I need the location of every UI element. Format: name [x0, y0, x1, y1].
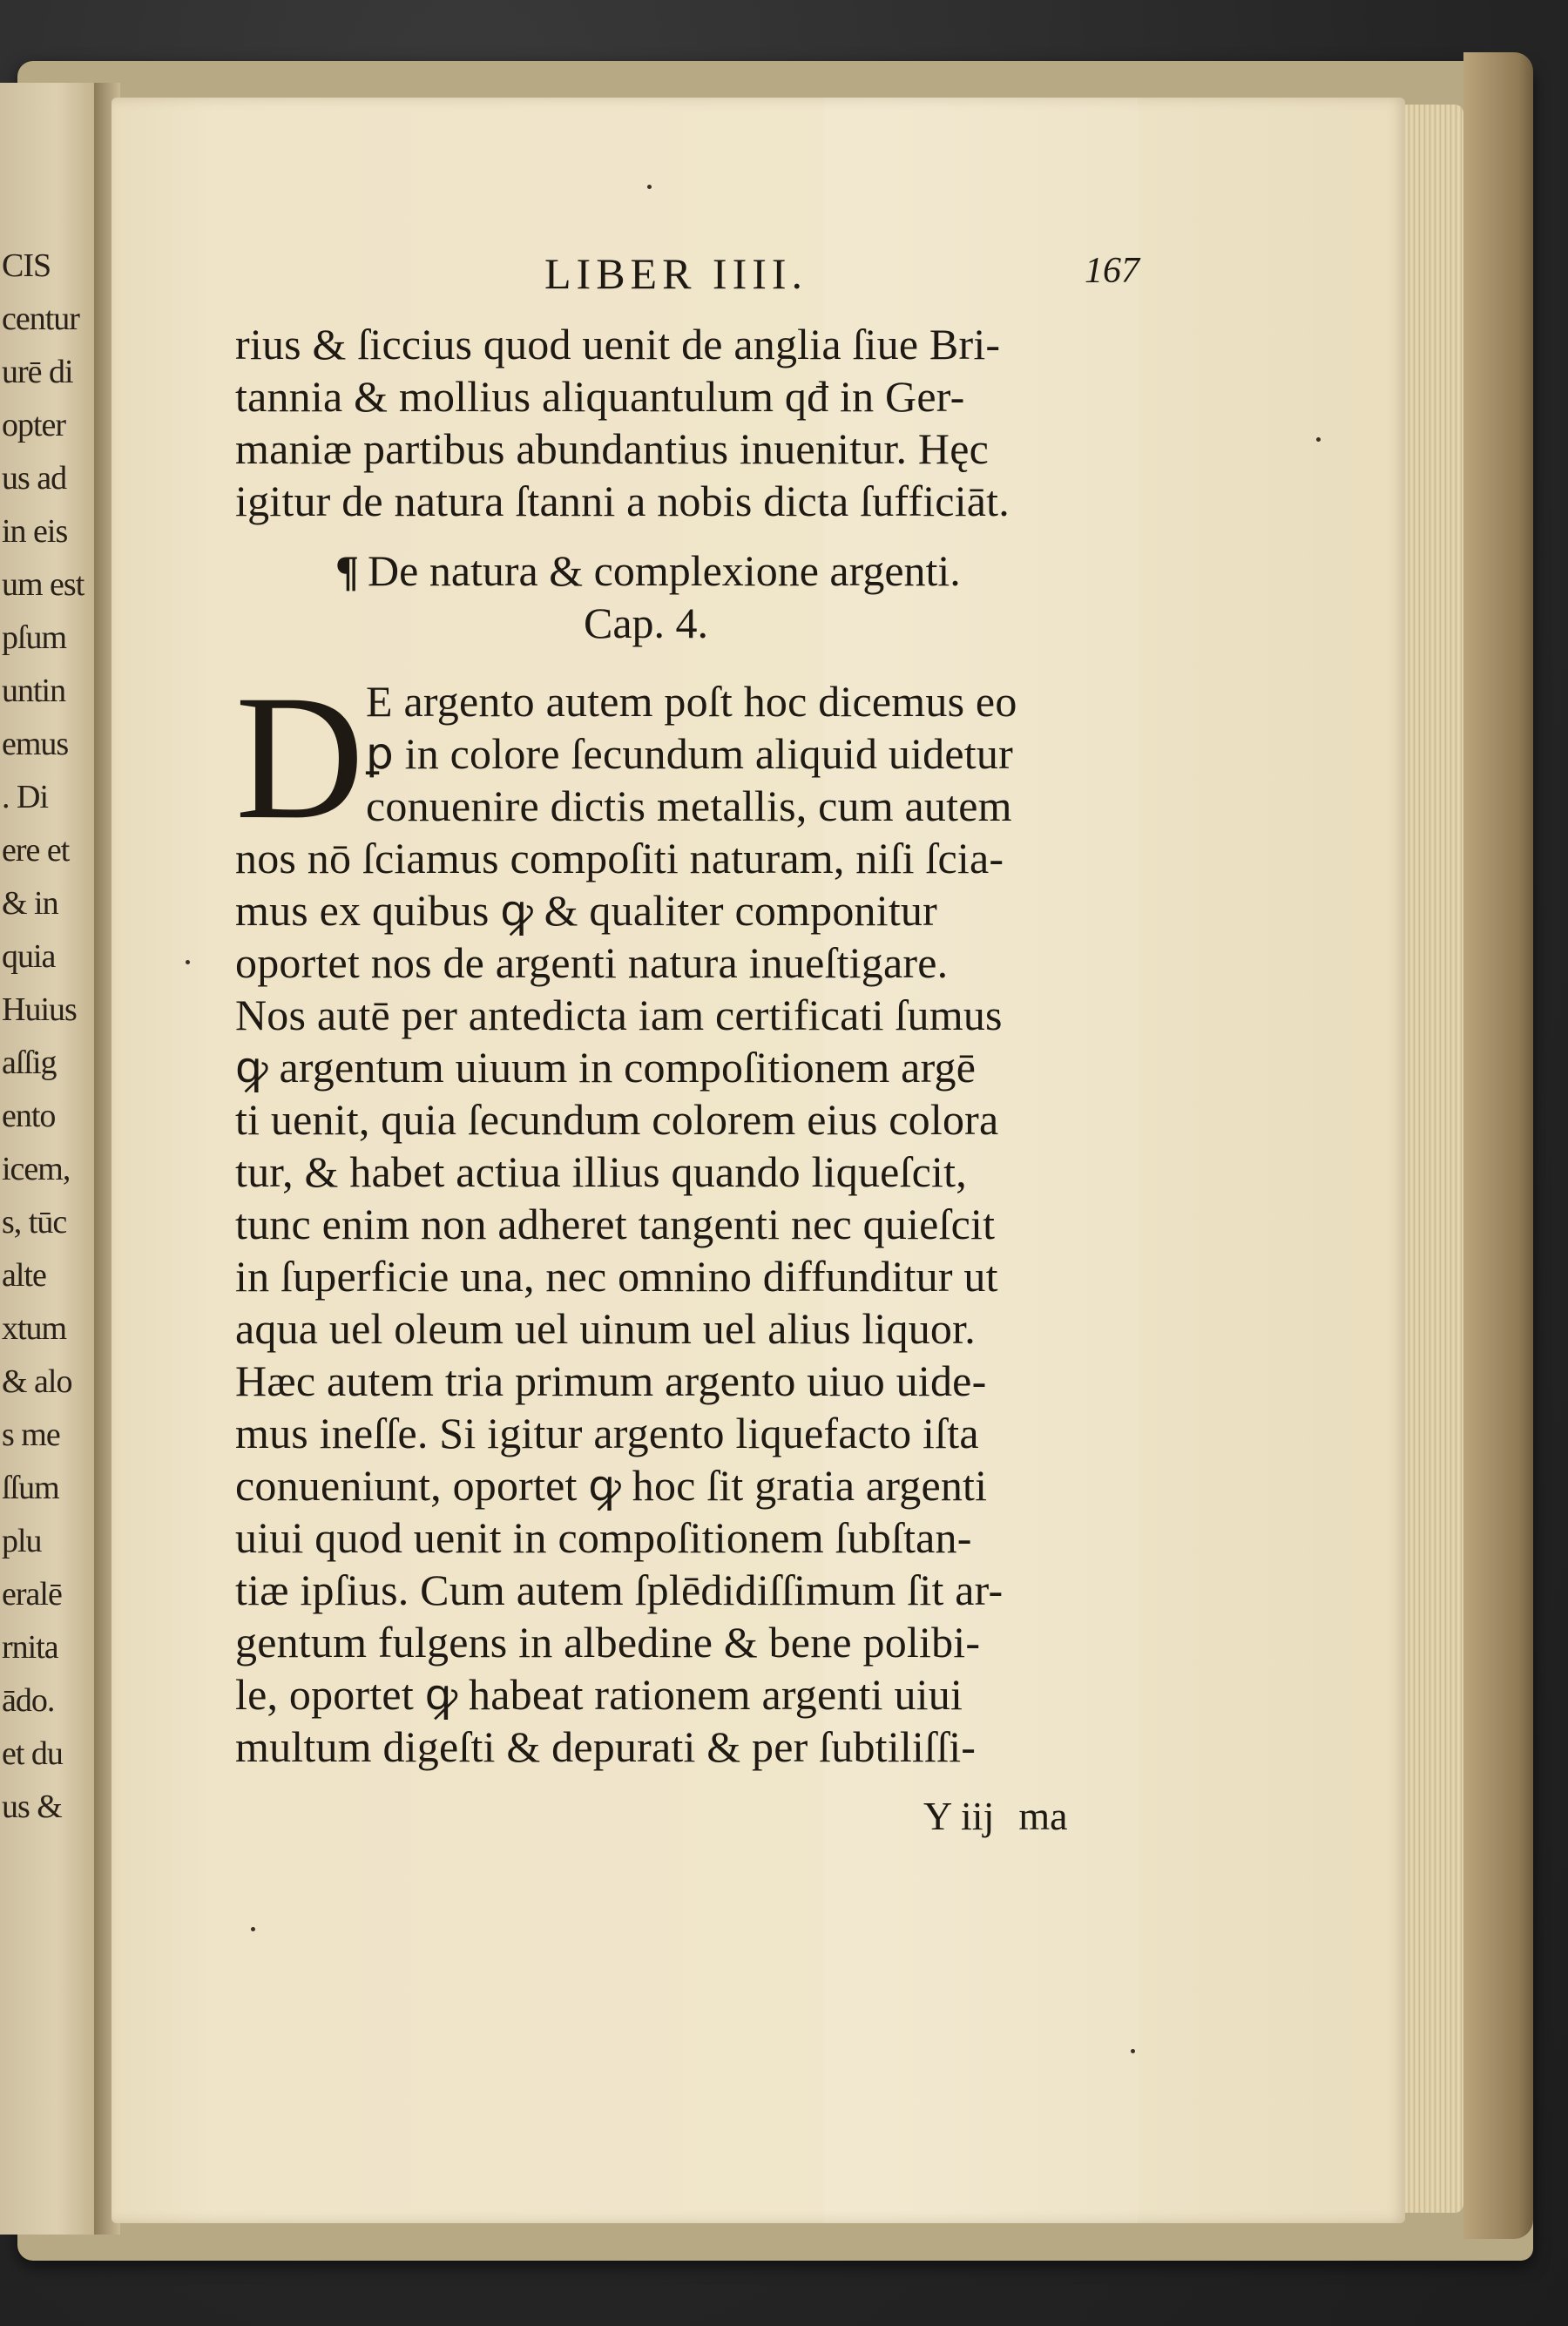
left-page-line: in eis	[2, 513, 68, 550]
text-line: E argento autem poſt hoc dicemus eo	[366, 677, 1017, 726]
left-page-line: plu	[2, 1523, 42, 1559]
left-page-line: emus	[2, 726, 69, 762]
text-line: gentum fulgens in albedine & bene polibi-	[235, 1618, 981, 1667]
paper-speck	[647, 185, 652, 189]
text-line: tiæ ipſius. Cum autem ſplēdidiſſimum ſit ar-	[235, 1565, 1004, 1614]
chapter-heading	[335, 544, 961, 597]
left-page-line: centur	[2, 301, 79, 337]
left-page-line: Huius	[2, 991, 77, 1028]
left-page-line: xtum	[2, 1310, 67, 1347]
text-line: igitur de natura ſtanni a nobis dicta ſufficiāt.	[235, 477, 1010, 525]
text-line: conueniunt, oportet ꝙ hoc ſit gratia argenti	[235, 1461, 988, 1510]
left-page-line: icem,	[2, 1151, 71, 1187]
paper-speck	[1131, 2049, 1135, 2053]
text-line: le, oportet ꝙ habeat rationem argenti uiui	[235, 1670, 963, 1719]
text-line: maniæ partibus abundantius inuenitur. Hęc	[235, 424, 989, 473]
left-page-line: aſſig	[2, 1045, 57, 1081]
text-line: ꝙ argentum uiuum in compoſitionem argē	[235, 1043, 977, 1092]
text-line: aqua uel oleum uel uinum uel alius liquor.	[235, 1304, 976, 1353]
left-page-line: . Di	[2, 779, 48, 815]
initial-block	[235, 659, 1176, 856]
left-page-line: et du	[2, 1735, 63, 1772]
left-page-line: us ad	[2, 460, 67, 497]
pilcrow-mark: ¶	[335, 546, 360, 595]
text-line: Hæc autem tria primum argento uiuo uide-	[235, 1356, 987, 1405]
text-line: uiui quod uenit in compoſitionem ſubſtan-	[235, 1513, 972, 1562]
paper-speck	[251, 1927, 255, 1931]
left-page-line: s, tūc	[2, 1204, 67, 1241]
cover-edge	[1463, 52, 1533, 2239]
text-line: multum digeſti & depurati & per ſubtiliſſi-	[235, 1722, 977, 1771]
text-line: tur, & habet actiua illius quando liqueſcit,	[235, 1147, 967, 1196]
text-line: nos nō ſciamus compoſiti naturam, niſi ſcia-	[235, 834, 1004, 882]
left-page-line: pſum	[2, 619, 67, 656]
left-page-line: urē di	[2, 354, 73, 390]
left-page-line: & in	[2, 885, 58, 922]
left-page-line: um est	[2, 566, 84, 603]
text-line: oportet nos de argenti natura inueſtigare.	[235, 938, 949, 987]
chapter-title: De natura & complexione argenti.	[368, 546, 961, 595]
catchword: ma	[1018, 1794, 1068, 1838]
left-page-line: s me	[2, 1417, 60, 1453]
chapter-number: Cap. 4.	[584, 598, 709, 647]
running-head: LIBER IIII.	[544, 249, 808, 298]
left-page-line: ſſum	[2, 1470, 59, 1506]
text-line: mus ex quibus ꝙ & qualiter componitur	[235, 886, 937, 935]
paper-speck	[1316, 437, 1321, 442]
text-line: ꝑ in colore ſecundum aliquid uidetur	[366, 729, 1013, 778]
text-line: rius & ſiccius quod uenit de anglia ſiue Bri-	[235, 320, 1001, 369]
text-line: conuenire dictis metallis, cum autem	[366, 781, 1012, 830]
folio-number: 167	[1085, 251, 1139, 291]
left-page-line: ere et	[2, 832, 70, 869]
left-page-line: alte	[2, 1257, 46, 1294]
signature-mark: Y iij	[923, 1794, 995, 1838]
text-line: in ſuperficie una, nec omnino diffunditur ut	[235, 1252, 998, 1301]
drop-cap-initial: D	[235, 659, 365, 856]
text-line: tunc enim non adheret tangenti nec quieſcit	[235, 1200, 996, 1248]
text-line: ti uenit, quia ſecundum colorem eius colora	[235, 1095, 999, 1144]
left-page-line: rnita	[2, 1629, 58, 1666]
paper-speck	[186, 960, 190, 964]
left-page-line: untin	[2, 673, 66, 709]
text-line: mus ineſſe. Si igitur argento liquefacto iſta	[235, 1409, 979, 1457]
left-page-line: opter	[2, 407, 66, 443]
text-line: Nos autē per antedicta iam certificati ſumus	[235, 991, 1003, 1039]
text-line: tannia & mollius aliquantulum qđ in Ger-	[235, 372, 965, 421]
left-page-line: CIS	[2, 247, 51, 284]
left-page-fragment	[0, 83, 103, 2235]
left-page-line: & alo	[2, 1363, 72, 1400]
catchline	[923, 1790, 1068, 1843]
left-page-line: ento	[2, 1098, 56, 1134]
left-page-line: eralē	[2, 1576, 62, 1613]
page-header	[235, 248, 1176, 301]
left-page-line: us &	[2, 1788, 62, 1825]
left-page-line: quia	[2, 938, 56, 975]
left-page-line: ādo.	[2, 1682, 55, 1719]
